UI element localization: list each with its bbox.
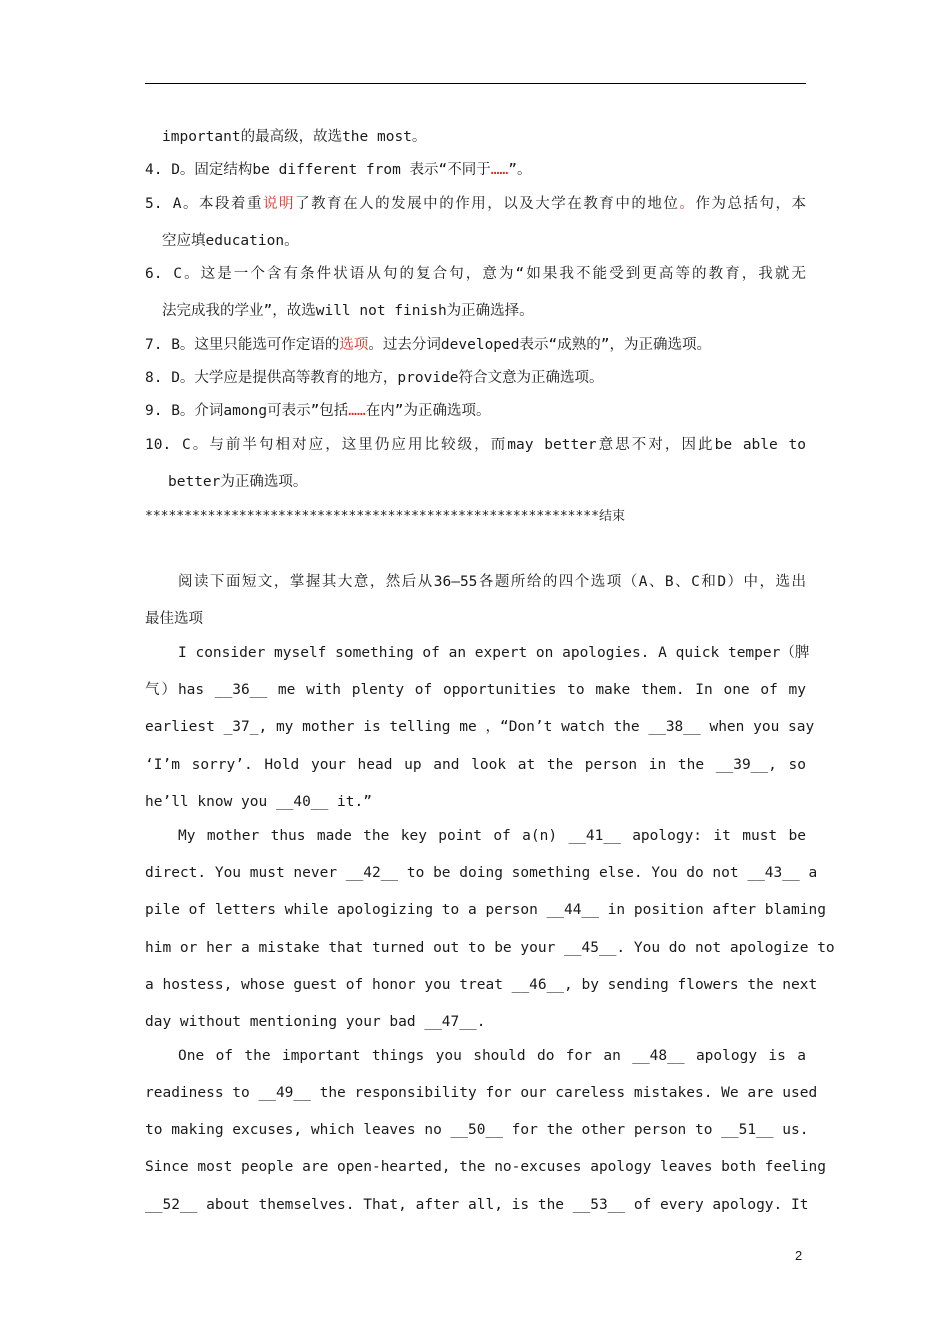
passage-line: he’ll know you __40__ it.” — [145, 794, 372, 810]
explanation-line: important的最高级，故选the most。 — [162, 129, 427, 145]
explanation-item-5: 5. A。本段着重说明了教育在人的发展中的作用，以及大学在教育中的地位。作为总括句，本 — [145, 196, 807, 212]
passage-line: a hostess, whose guest of honor you treat __46__, by sending flowers the next — [145, 977, 818, 993]
explanation-item-9: 9. B。介词among可表示”包括……在内”为正确选项。 — [145, 403, 491, 419]
explanation-item-8: 8. D。大学应是提供高等教育的地方，provide符合文意为正确选项。 — [145, 370, 604, 386]
passage-line: __52__ about themselves. That, after all, is the __53__ of every apology. It — [145, 1197, 809, 1213]
passage-line: direct. You must never __42__ to be doing something else. You do not __43__ a — [145, 865, 818, 881]
passage-line: My mother thus made the key point of a(n) __41__ apology: it must be — [178, 828, 806, 844]
header-rule — [145, 83, 806, 84]
passage-line: day without mentioning your bad __47__. — [145, 1014, 486, 1030]
explanation-item-6: 6. C。这是一个含有条件状语从句的复合句，意为“如果我不能受到更高等的教育，我就无 — [145, 266, 806, 282]
page-number: 2 — [795, 1248, 803, 1263]
explanation-item-10-cont: better为正确选项。 — [168, 474, 308, 490]
passage-line: I consider myself something of an expert on apologies. A quick temper（脾 — [178, 645, 810, 661]
instructions-line-1: 阅读下面短文，掌握其大意，然后从36—55各题所给的四个选项（A、B、C和D）中，选出 — [178, 574, 806, 590]
explanation-item-4: 4. D。固定结构be different from 表示“不同于……”。 — [145, 162, 532, 178]
passage-line: to making excuses, which leaves no __50__ for the other person to __51__ us. — [145, 1122, 809, 1138]
explanation-item-10: 10. C。与前半句相对应，这里仍应用比较级，而may better意思不对，因此be able to — [145, 437, 806, 453]
passage-line: earliest _37_, my mother is telling me ，“Don’t watch the __38__ when you say — [145, 719, 815, 735]
passage-line: ‘I’m sorry’. Hold your head up and look at the person in the __39__, so — [145, 757, 806, 773]
explanation-item-5-cont: 空应填education。 — [162, 233, 299, 249]
separator-stars: **********************************************************结束 — [145, 509, 625, 524]
explanation-item-7: 7. B。这里只能选可作定语的选项。过去分词developed表示“成熟的”，为正确选项。 — [145, 337, 711, 353]
passage-line: 气）has __36__ me with plenty of opportunities to make them. In one of my — [145, 682, 806, 698]
passage-line: him or her a mistake that turned out to be your __45__. You do not apologize to — [145, 940, 835, 956]
instructions-line-2: 最佳选项 — [145, 611, 203, 627]
passage-line: readiness to __49__ the responsibility for our careless mistakes. We are used — [145, 1085, 818, 1101]
passage-line: Since most people are open-hearted, the no-excuses apology leaves both feeling — [145, 1159, 826, 1175]
explanation-item-6-cont: 法完成我的学业”，故选will not finish为正确选择。 — [162, 303, 534, 319]
passage-line: pile of letters while apologizing to a person __44__ in position after blaming — [145, 902, 826, 918]
passage-line: One of the important things you should do for an __48__ apology is a — [178, 1048, 806, 1064]
